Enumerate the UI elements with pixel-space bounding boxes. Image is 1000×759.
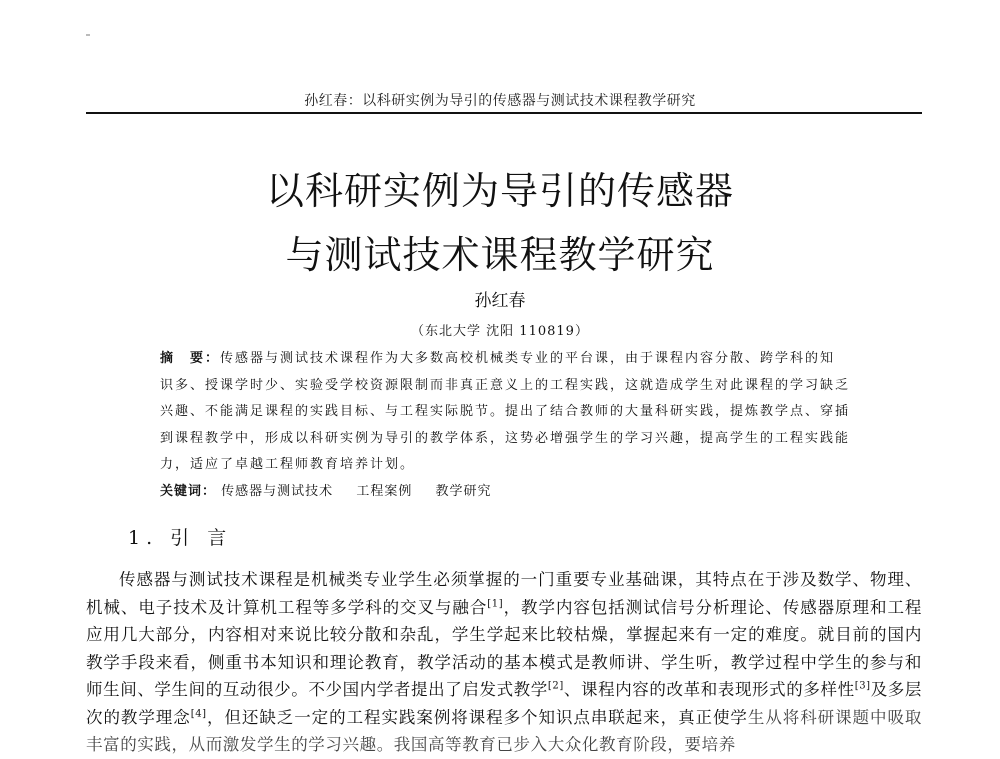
citation: [3] bbox=[854, 680, 871, 692]
body-text-segment: ，但还缺乏一定的工程实践案例将课程多个知识点串联起来，真正使学 bbox=[206, 707, 748, 727]
abstract-label: 摘 要： bbox=[160, 351, 221, 366]
keyword-item: 教学研究 bbox=[435, 484, 492, 499]
body-text-segment-cut: 生从将科研课题中吸取丰富的实践，从而激发学生的学习兴趣。我国高等教育已步入大众化教育阶段，要培养 bbox=[86, 707, 922, 754]
body-text-segment: ，教学内容包括测试信号分析理论、传感器原理和工程应用几大部分，内容相对来说比较分散和杂乱，学生学起来比较枯燥，掌握起来有一定的难度。就目前的国内教学手段来看，侧重书本知识和理论教育，教学活动的基本模式是教师讲、学生听，教学过程中学生的参与和师生间、学生间的互动很少。不少国内学者提出了启发式教学 bbox=[86, 597, 922, 699]
section-heading-introduction: 1. 引 言 bbox=[128, 527, 233, 549]
citation: [2] bbox=[547, 680, 564, 692]
running-header: 孙红春：以科研实例为导引的传感器与测试技术课程教学研究 bbox=[304, 93, 696, 109]
citation: [4] bbox=[190, 708, 207, 719]
keyword-item: 传感器与测试技术 bbox=[221, 484, 334, 499]
body-text-segment: 、课程内容的改革和表现形式的多样性 bbox=[563, 680, 855, 699]
header-rule bbox=[86, 112, 922, 114]
abstract bbox=[160, 346, 850, 479]
paper-title-line-2: 与测试技术课程教学研究 bbox=[285, 233, 715, 277]
author-affiliation: （东北大学 沈阳 110819） bbox=[411, 324, 589, 339]
keywords-label: 关键词： bbox=[160, 484, 217, 499]
body-text-segment: 传感器与测试技术课程是机械类专业学生必须掌握的一门重要专业基础课，其特点在于涉及数学、物理、机械、电子技术及计算机工程等多学科的交叉与融合 bbox=[86, 570, 922, 617]
body-paragraph bbox=[86, 566, 922, 759]
author-name: 孙红春 bbox=[474, 291, 526, 311]
citation: [1] bbox=[487, 598, 504, 609]
body-text-segment: 及多层次的教学理念 bbox=[86, 680, 923, 727]
keyword-item: 工程案例 bbox=[356, 484, 413, 499]
paper-title-line-1: 以科研实例为导引的传感器 bbox=[265, 169, 734, 213]
scan-mark bbox=[86, 34, 90, 36]
abstract-text: 传感器与测试技术课程作为大多数高校机械类专业的平台课，由于课程内容分散、跨学科的知识多、授课学时少、实验受学校资源限制而非真正意义上的工程实践，这就造成学生对此课程的学习缺乏兴趣、不能满足课程的实践目标、与工程实际脱节。提出了结合教师的大量科研实践，提炼教学点、穿插到课程教学中，形成以科研实例为导引的教学体系，这势必增强学生的学习兴趣，提高学生的工程实践能力，适应了卓越工程师教育培养计划。 bbox=[160, 351, 851, 472]
keywords bbox=[160, 480, 850, 499]
